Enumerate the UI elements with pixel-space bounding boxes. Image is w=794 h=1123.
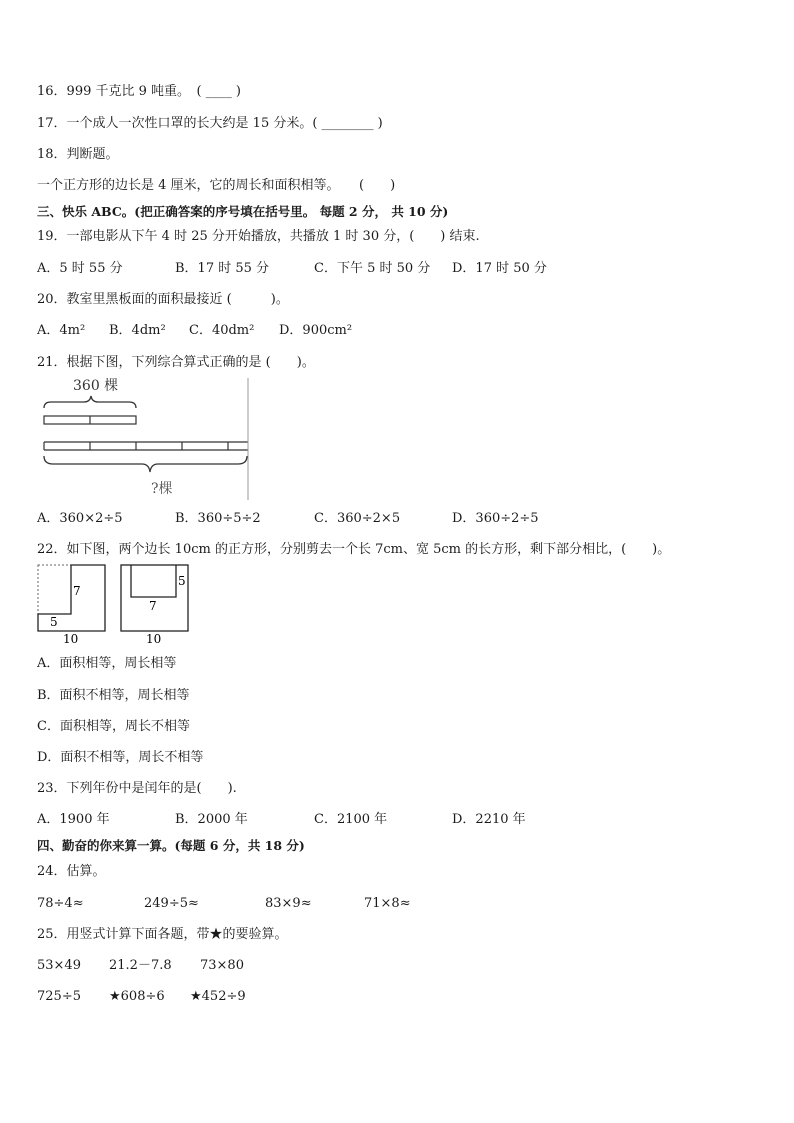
q22-left-side: 10 bbox=[63, 632, 79, 646]
q19-option-c: C．下午 5 时 50 分 bbox=[314, 261, 431, 276]
q21-option-b: B．360÷5÷2 bbox=[175, 511, 261, 526]
q24-item: 249÷5≈ bbox=[144, 896, 199, 911]
q21-top-brace bbox=[44, 396, 136, 408]
q21-bottom-label: ?棵 bbox=[151, 481, 173, 497]
q25: 25．用竖式计算下面各题，带★的要验算。 bbox=[37, 927, 288, 942]
q20-option-b: B．4dm² bbox=[109, 323, 166, 338]
q21: 21．根据下图，下列综合算式正确的是 ( )。 bbox=[37, 355, 315, 370]
q22-right-figure bbox=[119, 564, 195, 646]
q24-item: 78÷4≈ bbox=[37, 896, 84, 911]
q25-item: 21.2－7.8 bbox=[109, 958, 172, 973]
q22-option-c: C．面积相等，周长不相等 bbox=[37, 719, 190, 734]
q22-right-length: 7 bbox=[149, 599, 157, 613]
q18: 18．判断题。 bbox=[37, 147, 119, 162]
q23-option-b: B．2000 年 bbox=[175, 812, 248, 827]
q16: 16．999 千克比 9 吨重。 ( ____ ) bbox=[37, 84, 241, 99]
q21-option-a: A．360×2÷5 bbox=[37, 511, 123, 526]
q19-option-b: B．17 时 55 分 bbox=[175, 261, 270, 276]
q22-option-d: D．面积不相等，周长不相等 bbox=[37, 750, 204, 765]
q21-option-d: D．360÷2÷5 bbox=[452, 511, 539, 526]
q23-option-c: C．2100 年 bbox=[314, 812, 388, 827]
section-3-heading: 三、快乐 ABC。(把正确答案的序号填在括号里。 每题 2 分， 共 10 分) bbox=[37, 204, 449, 219]
q22-option-a: A．面积相等，周长相等 bbox=[37, 656, 177, 671]
q20: 20．教室里黑板面的面积最接近 ( )。 bbox=[37, 292, 289, 307]
q24-item: 71×8≈ bbox=[364, 896, 411, 911]
q20-option-d: D．900cm² bbox=[279, 323, 353, 338]
q20-option-a: A．4m² bbox=[37, 323, 86, 338]
q22-left-figure bbox=[36, 564, 112, 646]
q22: 22．如下图，两个边长 10cm 的正方形，分别剪去一个长 7cm、宽 5cm 的长方形，剩下部分相比，( )。 bbox=[37, 542, 671, 557]
q25-item: 73×80 bbox=[200, 958, 244, 973]
q22-left-length: 7 bbox=[73, 584, 81, 598]
q25-item: 725÷5 bbox=[37, 989, 81, 1004]
q25-item: 53×49 bbox=[37, 958, 81, 973]
q25-item: ★452÷9 bbox=[190, 989, 246, 1004]
q21-option-c: C．360÷2×5 bbox=[314, 511, 401, 526]
q22-right-width: 5 bbox=[178, 574, 186, 588]
q18-statement: 一个正方形的边长是 4 厘米，它的周长和面积相等。 ( ) bbox=[37, 178, 396, 193]
q17: 17．一个成人一次性口罩的长大约是 15 分米。( ________ ) bbox=[37, 116, 383, 131]
q19-option-a: A．5 时 55 分 bbox=[37, 261, 123, 276]
q19: 19．一部电影从下午 4 时 25 分开始播放，共播放 1 时 30 分，( ) 结束. bbox=[37, 229, 480, 244]
q20-option-c: C．40dm² bbox=[189, 323, 255, 338]
q21-bottom-brace bbox=[44, 456, 247, 472]
q19-option-d: D．17 时 50 分 bbox=[452, 261, 547, 276]
q22-right-side: 10 bbox=[146, 632, 162, 646]
q23-option-d: D．2210 年 bbox=[452, 812, 526, 827]
q23-option-a: A．1900 年 bbox=[37, 812, 110, 827]
q25-item: ★608÷6 bbox=[109, 989, 165, 1004]
q22-left-width: 5 bbox=[50, 615, 58, 629]
q24-item: 83×9≈ bbox=[265, 896, 312, 911]
q23: 23．下列年份中是闰年的是( ). bbox=[37, 781, 237, 796]
section-4-heading: 四、勤奋的你来算一算。(每题 6 分，共 18 分) bbox=[37, 838, 305, 853]
q22-option-b: B．面积不相等，周长相等 bbox=[37, 688, 190, 703]
q24: 24．估算。 bbox=[37, 864, 106, 879]
q21-top-label: 360 棵 bbox=[73, 378, 119, 394]
q21-segment-diagram bbox=[37, 378, 257, 500]
